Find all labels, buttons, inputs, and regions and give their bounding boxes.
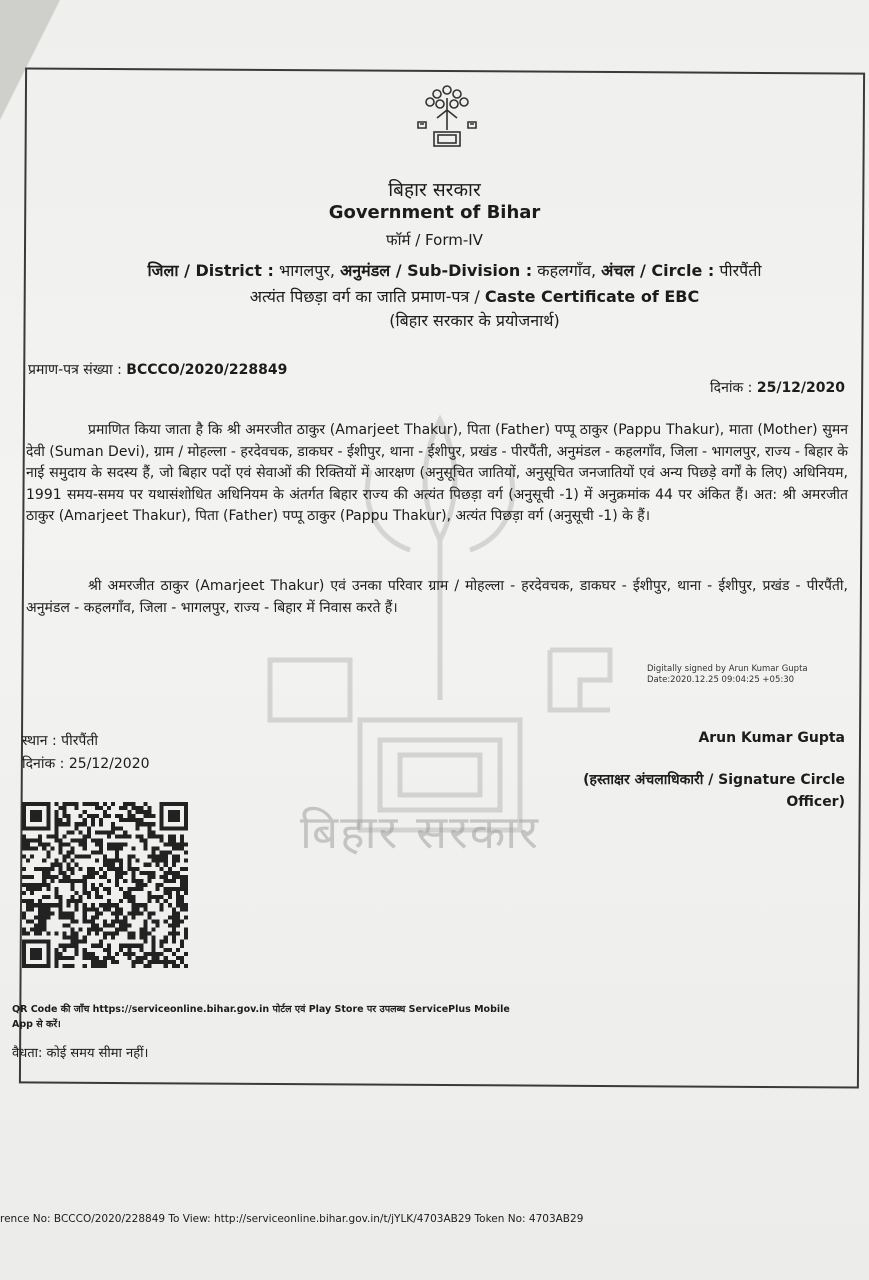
certificate-number-value: BCCCO/2020/228849 [126,362,288,378]
govt-title-english: Government of Bihar [328,202,541,223]
signatory-name: Arun Kumar Gupta [698,730,845,746]
digital-signature-line1: Digitally signed by Arun Kumar Gupta [647,664,808,674]
signatory-role: (हस्ताक्षर अंचलाधिकारी / Signature Circle Officer) [583,772,845,810]
certificate-title-hindi: अत्यंत पिछड़ा वर्ग का जाति प्रमाण-पत्र / [249,287,480,306]
subdivision-value: कहलगाँव, [537,261,597,280]
certificate-number-label: प्रमाण-पत्र संख्या : [28,362,122,378]
validity-note: वैधता: कोई समय सीमा नहीं। [12,1046,149,1061]
form-number: फॉर्म / Form-IV [386,231,483,249]
jurisdiction-line [0,259,869,281]
qr-verification-note: QR Code की जाँच https://serviceonline.bihar.gov.in पोर्टल एवं Play Store पर उपलब्ध ServicePlus Mobile App से करें। [12,1004,510,1030]
residence-paragraph: श्री अमरजीत ठाकुर (Amarjeet Thakur) एवं उनका परिवार ग्राम / मोहल्ला - हरदेवचक, डाकघर - ईशीपुर, थाना - ईशीपुर, प्रखंड - पीरपैंती, अनुमंडल - कहलगाँव, जिला - भागलपुर, राज्य - बिहार में निवास करते हैं। [26,578,848,616]
certificate-title-english: Caste Certificate of EBC [484,287,700,306]
digital-signature-stamp [647,664,808,686]
issue-date [710,378,845,397]
bihar-emblem-icon [412,80,482,152]
district-label: जिला / District : [147,261,274,280]
certificate-title [0,285,869,307]
place-date-field: दिनांक : 25/12/2020 [22,756,150,772]
certification-paragraph: प्रमाणित किया जाता है कि श्री अमरजीत ठाकुर (Amarjeet Thakur), पिता (Father) पप्पू ठाकुर (Pappu Thakur), माता (Mother) सुमन देवी (Suman Devi), ग्राम / मोहल्ला - हरदेवचक, डाकघर - ईशीपुर, थाना - ईशीपुर, प्रखंड - पीरपैंती, अनुमंडल - कहलगाँव, जिला - भागलपुर, राज्य - बिहार के नाई समुदाय के सदस्य हैं, जो बिहार पदों एवं सेवाओं की रिक्तियों में आरक्षण (अनुसूचित जातियों, अनुसूचित जनजातियों एवं अन्य पिछड़े वर्गों के लिए) अधिनियम, 1991 समय-समय पर यथासंशोधित अधिनियम के अंतर्गत बिहार राज्य की अत्यंत पिछड़ा वर्ग (अनुसूची -1) में अनुक्रमांक 44 पर अंकित हैं। अत: श्री अमरजीत ठाकुर (Amarjeet Thakur), पिता (Father) पप्पू ठाकुर (Pappu Thakur), अत्यंत पिछड़ा वर्ग (अनुसूची -1) के हैं। [26,422,848,524]
circle-value: पीरपैंती [719,261,762,280]
issue-date-label: दिनांक : [710,380,753,396]
digital-signature-line2: Date:2020.12.25 09:04:25 +05:30 [647,675,795,685]
district-value: भागलपुर, [279,261,335,280]
reference-footer: rence No: BCCCO/2020/228849 To View: http://serviceonline.bihar.gov.in/t/jYLK/4703AB29 Token No: 4703AB29 [0,1213,584,1225]
issue-date-value: 25/12/2020 [756,380,845,396]
certificate-purpose: (बिहार सरकार के प्रयोजनार्थ) [389,311,560,330]
certificate-number [28,360,287,379]
watermark-text: बिहार सरकार [300,805,540,859]
place-field: स्थान : पीरपैंती [22,733,98,749]
subdivision-label: अनुमंडल / Sub-Division : [340,261,533,280]
govt-title-hindi: बिहार सरकार [388,179,481,201]
qr-code-icon[interactable] [22,802,188,968]
circle-label: अंचल / Circle : [601,261,715,280]
